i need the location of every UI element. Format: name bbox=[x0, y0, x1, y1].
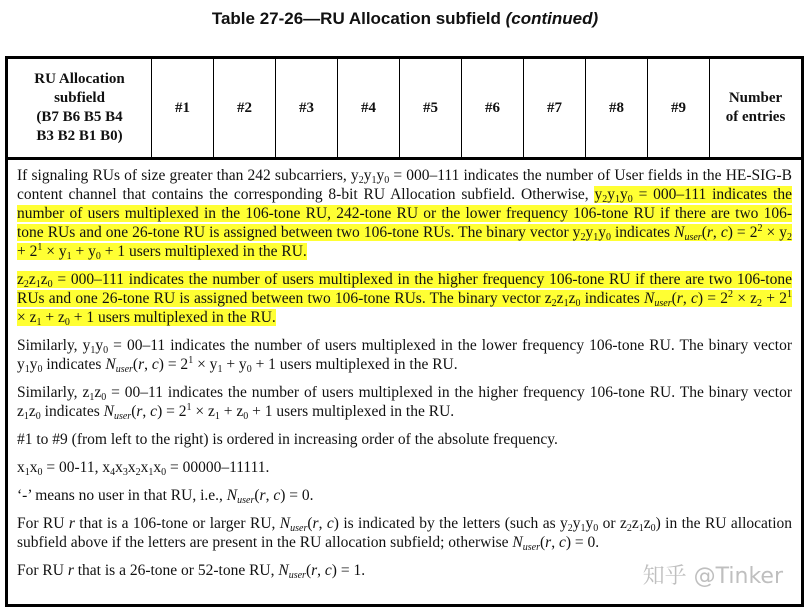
note-paragraph-5: #1 to #9 (from left to the right) is ordered in increasing order of the absolute frequency. bbox=[17, 431, 558, 448]
header-col-9: #9 bbox=[648, 59, 710, 157]
header-ru-allocation-subfield: RU Allocation subfield (B7 B6 B5 B4 B3 B2 B1 B0) bbox=[8, 59, 152, 157]
header-number-of-entries: Number of entries bbox=[725, 90, 786, 125]
note-paragraph-1: If signaling RUs of size greater than 242 subcarriers, $y_2y_1y_0 = 000-111$ indicates the number of User fields in the HE-SIG-B content channel that contains the corresponding 8-bit RU Allocation subfield. Otherwise, $y_2y_1y_0 = 000-111$ indicates the number of users multiplexed in the 106-tone RU, 242-tone RU or the lower frequency 106-tone RU if there are two 106-tone RUs and one 26-tone RU is assigned between two 106-tone RUs. The binary vector $y_2y_1y_0$ indicates $N_{user}(r$, $c) = 2^2 \times y_2 + 2^1 \times y_1 + y_0 + 1$ users multiplexed in the RU. bbox=[17, 167, 793, 262]
header-col-5: #5 bbox=[400, 59, 462, 157]
note-paragraph-9: For RU r that is a 26-tone or 52-tone RU, $N_{user}(r$, c) = 1. bbox=[17, 562, 366, 581]
note-paragraph-3: Similarly, $y_1y_0 = 00-11$ indicates the number of users multiplexed in the lower frequency 106-tone RU. The binary vector $y_1y_0$ indicates $N_{user}(r$, $c) = 2^1 \times y_1 + y_0 + 1$ users multiplexed in the RU. bbox=[17, 337, 793, 375]
header-col-7: #7 bbox=[524, 59, 586, 157]
note-paragraph-4: Similarly, $z_1z_0 = 00-11$ indicates the number of users multiplexed in the higher frequency 106-tone RU. The binary vector $z_1z_0$ indicates $N_{user}(r$, $c) = 2^1 \times z_1 + z_0 + 1$ users multiplexed in the RU. bbox=[17, 384, 792, 422]
header-col-1: #1 bbox=[152, 59, 214, 157]
note-paragraph-7: ‘-’ means no user in that RU, i.e., $N_{user}(r$, c) = 0. bbox=[17, 487, 314, 506]
watermark: 知乎 @Tinker bbox=[642, 564, 783, 589]
header-col-4: #4 bbox=[338, 59, 400, 157]
ru-allocation-table bbox=[5, 56, 804, 607]
note-paragraph-8: For RU r that is a 106-tone or larger RU, $N_{user}(r$, c) is indicated by the letters (such as $y_2y_1y_0$ or $z_2z_1z_0$) in the RU allocation subfield above if the letters are present in the RU allocation subfield; otherwise $N_{user}(r$, c) = 0. bbox=[17, 515, 792, 553]
header-col-2: #2 bbox=[214, 59, 276, 157]
notes-cell bbox=[8, 160, 801, 580]
note-paragraph-6: $x_1x_0 = 00-11$, $x_4x_3x_2x_1x_0 = 00000-11111$. bbox=[17, 459, 270, 478]
note-paragraph-2: $z_2z_1z_0 = 000-111$ indicates the number of users multiplexed in the higher frequency 106-tone RU if there are two 106-tone RUs and one 26-tone RU is assigned between two 106-tone RUs. The binary vector $z_2z_1z_0$ indicates $N_{user}(r$, $c) = 2^2 \times z_2 + 2^1 \times z_1 + z_0 + 1$ users multiplexed in the RU. bbox=[17, 271, 793, 328]
header-col-3: #3 bbox=[276, 59, 338, 157]
table-header-row bbox=[8, 59, 801, 160]
header-col-6: #6 bbox=[462, 59, 524, 157]
table-title: Table 27-26—RU Allocation subfield (continued) bbox=[211, 9, 599, 28]
header-col-8: #8 bbox=[586, 59, 648, 157]
